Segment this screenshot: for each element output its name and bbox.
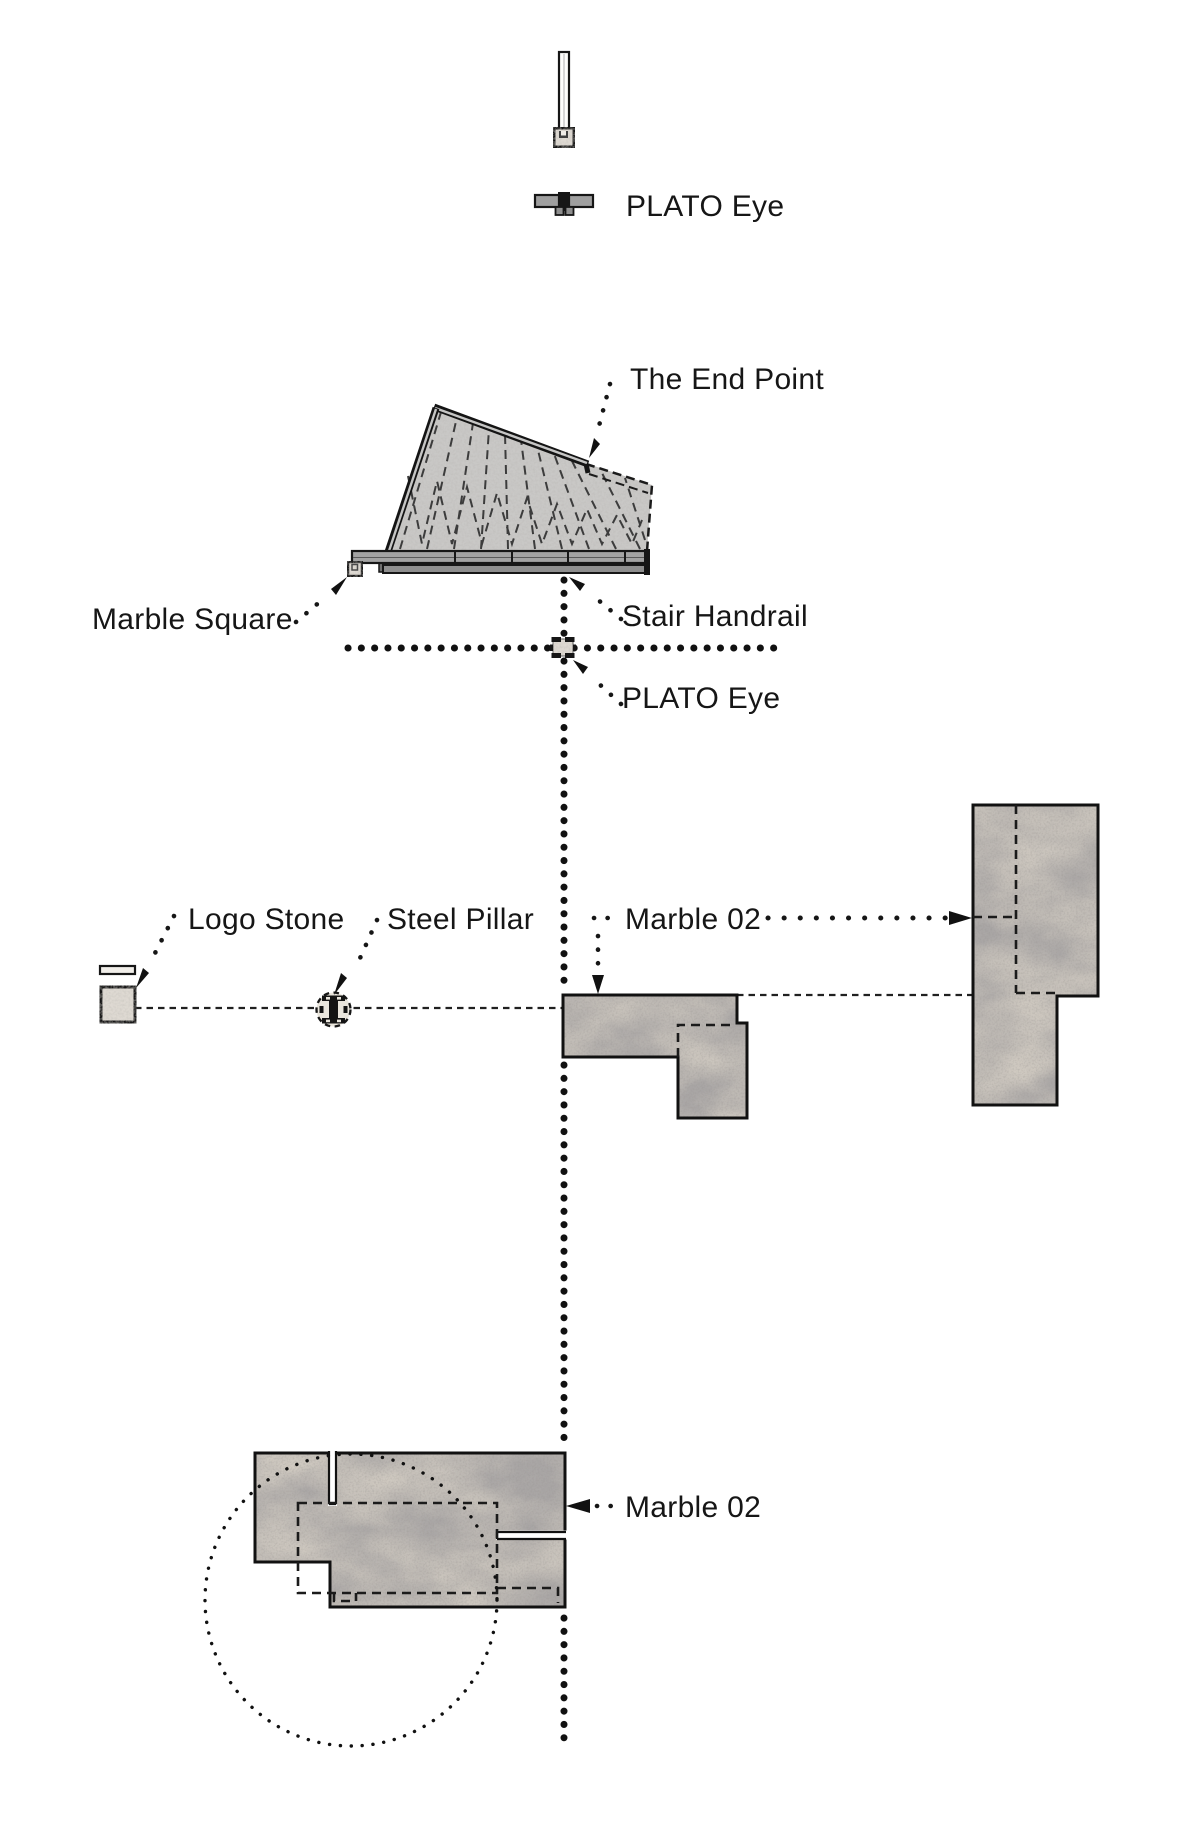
label-logo-stone: Logo Stone [188, 903, 345, 936]
plato-eye-legend-icon [535, 192, 593, 215]
marble02-mid-slab [563, 995, 747, 1118]
label-marble02-bottom: Marble 02 [625, 1491, 762, 1524]
datum-dashed-line [135, 995, 973, 1008]
label-steel-pillar: Steel Pillar [387, 903, 534, 936]
label-marble02-mid: Marble 02 [625, 903, 762, 936]
label-stair-handrail: Stair Handrail [622, 600, 808, 633]
steel-pillar-icon [317, 993, 351, 1027]
label-plato-eye: PLATO Eye [622, 682, 781, 715]
plato-eye-icon [550, 637, 576, 658]
label-marble-square: Marble Square [92, 603, 293, 636]
marble-square-icon [348, 562, 362, 576]
marble02-bottom-assembly [255, 1449, 568, 1607]
label-end-point: The End Point [630, 363, 825, 396]
logo-stone-icon [100, 966, 135, 1022]
stair-plan [386, 407, 652, 558]
stair-handrail-rail [352, 549, 650, 575]
callout-arrowheads [136, 438, 972, 1513]
marble02-right-slab [973, 805, 1098, 1105]
pillar-elevation-icon [554, 52, 574, 147]
label-plato-eye-legend: PLATO Eye [626, 190, 785, 223]
